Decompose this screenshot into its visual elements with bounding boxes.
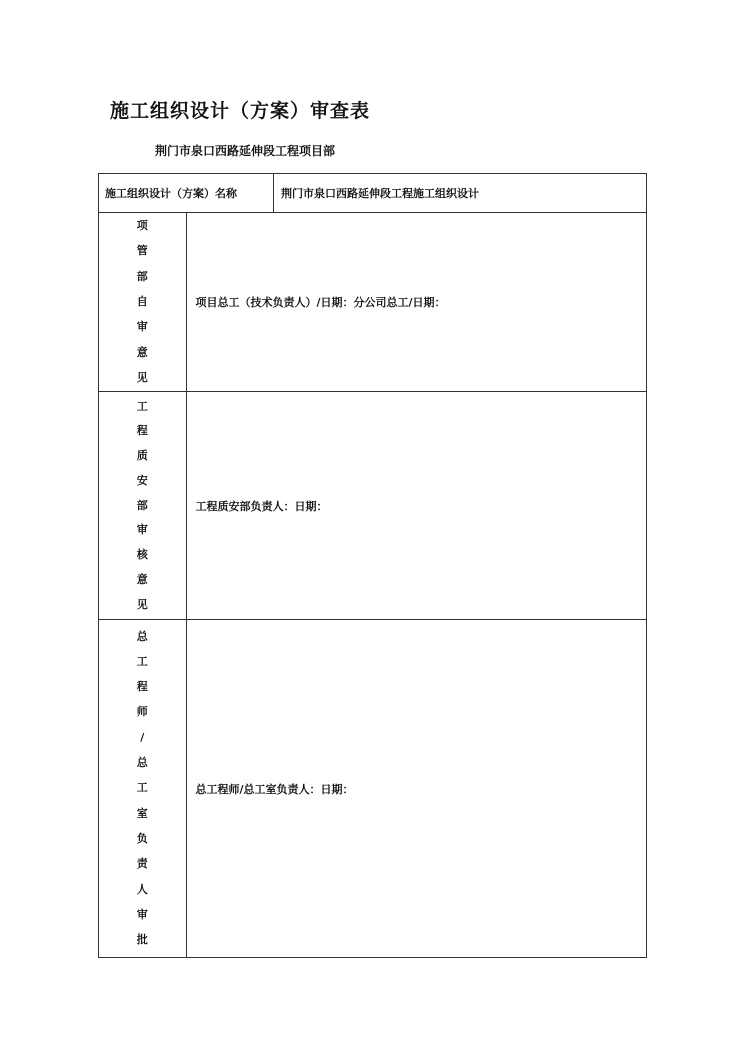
quality-safety-review-row [99, 392, 647, 620]
label-char: 安 [136, 473, 148, 487]
name-value-cell: 荆门市泉口西路延伸段工程施工组织设计 [274, 174, 647, 213]
label-char: 总 [136, 629, 148, 643]
label-char: 见 [136, 370, 148, 384]
label-char: 责 [136, 857, 148, 871]
vertical-label [99, 400, 186, 612]
quality-safety-review-label [99, 392, 187, 620]
label-char: 质 [136, 449, 148, 462]
label-char: 负 [136, 832, 148, 846]
label-char: 批 [136, 933, 148, 947]
name-row [99, 174, 647, 213]
label-char: 审 [136, 523, 148, 537]
review-form-table [98, 173, 647, 958]
label-char: 程 [136, 424, 148, 438]
label-char: 审 [136, 320, 148, 334]
project-dept-review-row [99, 213, 647, 392]
label-char: 工 [136, 399, 148, 413]
chief-engineer-approval-label [99, 620, 187, 958]
label-char: 室 [136, 806, 148, 820]
label-char: 程 [136, 680, 148, 694]
label-char: 审 [136, 908, 148, 922]
label-char: / [140, 730, 145, 744]
chief-engineer-approval-content[interactable]: 总工程师/总工室负责人：日期： [186, 620, 647, 958]
project-dept-review-label [99, 213, 187, 392]
label-char: 总 [136, 756, 148, 770]
project-dept-review-content[interactable]: 项目总工（技术负责人）/日期：分公司总工/日期： [186, 213, 647, 392]
chief-engineer-approval-row [99, 620, 647, 958]
label-char: 师 [136, 705, 148, 719]
label-char: 工 [136, 654, 148, 668]
quality-safety-review-content[interactable]: 工程质安部负责人：日期： [186, 392, 647, 620]
label-char: 见 [136, 597, 148, 611]
name-label-cell: 施工组织设计（方案）名称 [99, 174, 274, 213]
label-char: 意 [136, 572, 148, 586]
label-char: 项 [136, 219, 148, 232]
label-char: 意 [136, 345, 148, 359]
label-char: 部 [136, 498, 148, 512]
label-char: 管 [136, 244, 148, 258]
vertical-label [99, 219, 186, 385]
document-title: 施工组织设计（方案）审查表 [110, 100, 371, 122]
label-char: 自 [136, 294, 148, 308]
label-char: 部 [136, 269, 148, 283]
label-char: 人 [136, 882, 148, 896]
label-char: 核 [136, 548, 148, 561]
vertical-label [99, 630, 186, 948]
label-char: 工 [136, 781, 148, 795]
document-subtitle: 荆门市泉口西路延伸段工程项目部 [155, 144, 336, 158]
